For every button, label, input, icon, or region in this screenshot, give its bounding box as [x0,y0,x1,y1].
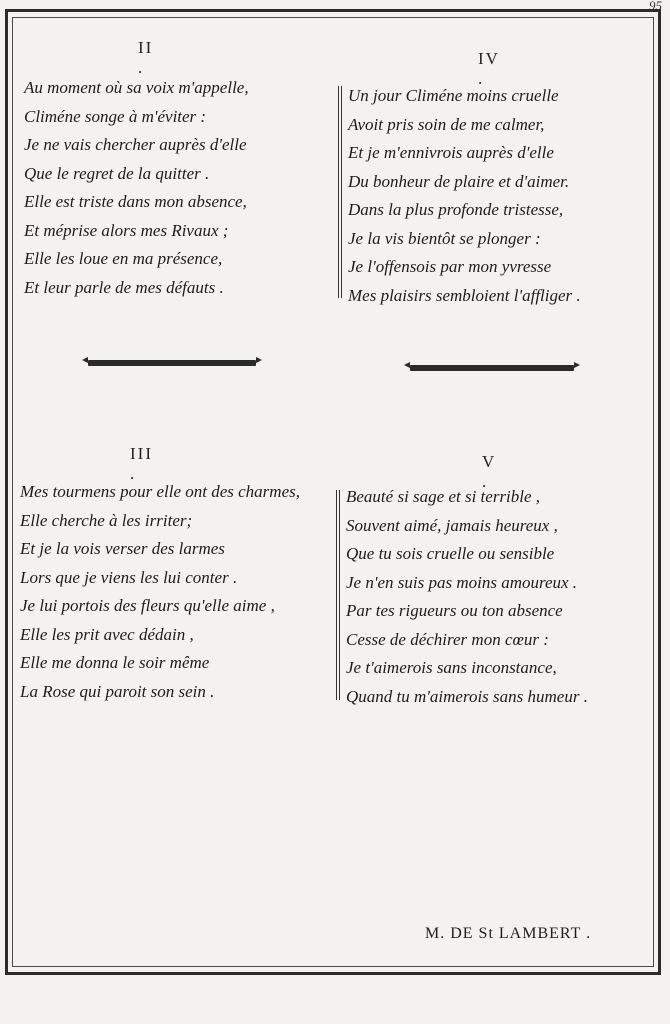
stanza-lines [20,478,300,706]
verse-line: Climéne songe à m'éviter : [24,106,207,126]
verse-line: Mes plaisirs sembloient l'affliger . [348,285,581,305]
verse-line: Avoit pris soin de me calmer, [348,114,545,134]
ornament-divider-right [410,365,574,371]
verse-line: Elle les loue en ma présence, [24,249,223,268]
verse-line: Et je m'ennivrois auprès d'elle [348,143,554,162]
ornament-divider-left [88,360,256,366]
verse-line: Elle me donna le soir même [20,653,210,672]
stanza-lines [348,82,581,310]
verse-line: Mes tourmens pour elle ont des charmes, [20,482,300,501]
verse-line: Elle est triste dans mon absence, [24,192,247,211]
verse-line: Souvent aimé, jamais heureux , [346,515,558,535]
verse-line: Par tes rigueurs ou ton absence [346,601,563,620]
verse-line: Et je la vois verser des larmes [20,539,225,558]
verse-line: Que le regret de la quitter . [24,163,210,183]
verse-line: Et leur parle de mes défauts . [24,277,224,297]
verse-line: Et méprise alors mes Rivaux ; [24,220,229,240]
verse-line: Du bonheur de plaire et d'aimer. [348,171,570,191]
verse-line: Que tu sois cruelle ou sensible [346,544,555,563]
verse-line: Cesse de déchirer mon cœur : [346,629,549,649]
verse-line: Beauté si sage et si terrible , [346,487,541,506]
stanza-numeral: II . [138,38,154,77]
column-divider-top [338,86,342,298]
verse-line: Au moment où sa voix m'appelle, [24,78,249,97]
stanza-numeral: III . [130,444,153,483]
stanza-lines [24,74,249,302]
page-number: 95 [649,0,662,13]
verse-line: La Rose qui paroit son sein . [20,681,215,701]
author-signature: M. DE St LAMBERT . [425,925,592,942]
verse-line: Elle cherche à les irriter; [20,510,193,530]
verse-line: Je la vis bientôt se plonger : [348,228,541,248]
stanza-numeral: IV . [478,49,500,88]
verse-line: Un jour Climéne moins cruelle [348,86,559,105]
column-divider-bottom [336,490,340,700]
verse-line: Je lui portois des fleurs qu'elle aime , [20,596,275,615]
verse-line: Quand tu m'aimerois sans humeur . [346,686,588,706]
stanza-lines [346,483,588,711]
verse-line: Elle les prit avec dédain , [20,624,194,644]
verse-line: Je t'aimerois sans inconstance, [346,658,557,677]
verse-line: Je n'en suis pas moins amoureux . [346,572,578,592]
verse-line: Je ne vais chercher auprès d'elle [24,135,247,154]
stanza-numeral: V . [482,452,496,491]
verse-line: Lors que je viens les lui conter . [20,567,238,587]
verse-line: Dans la plus profonde tristesse, [348,200,564,219]
verse-line: Je l'offensois par mon yvresse [348,257,552,276]
